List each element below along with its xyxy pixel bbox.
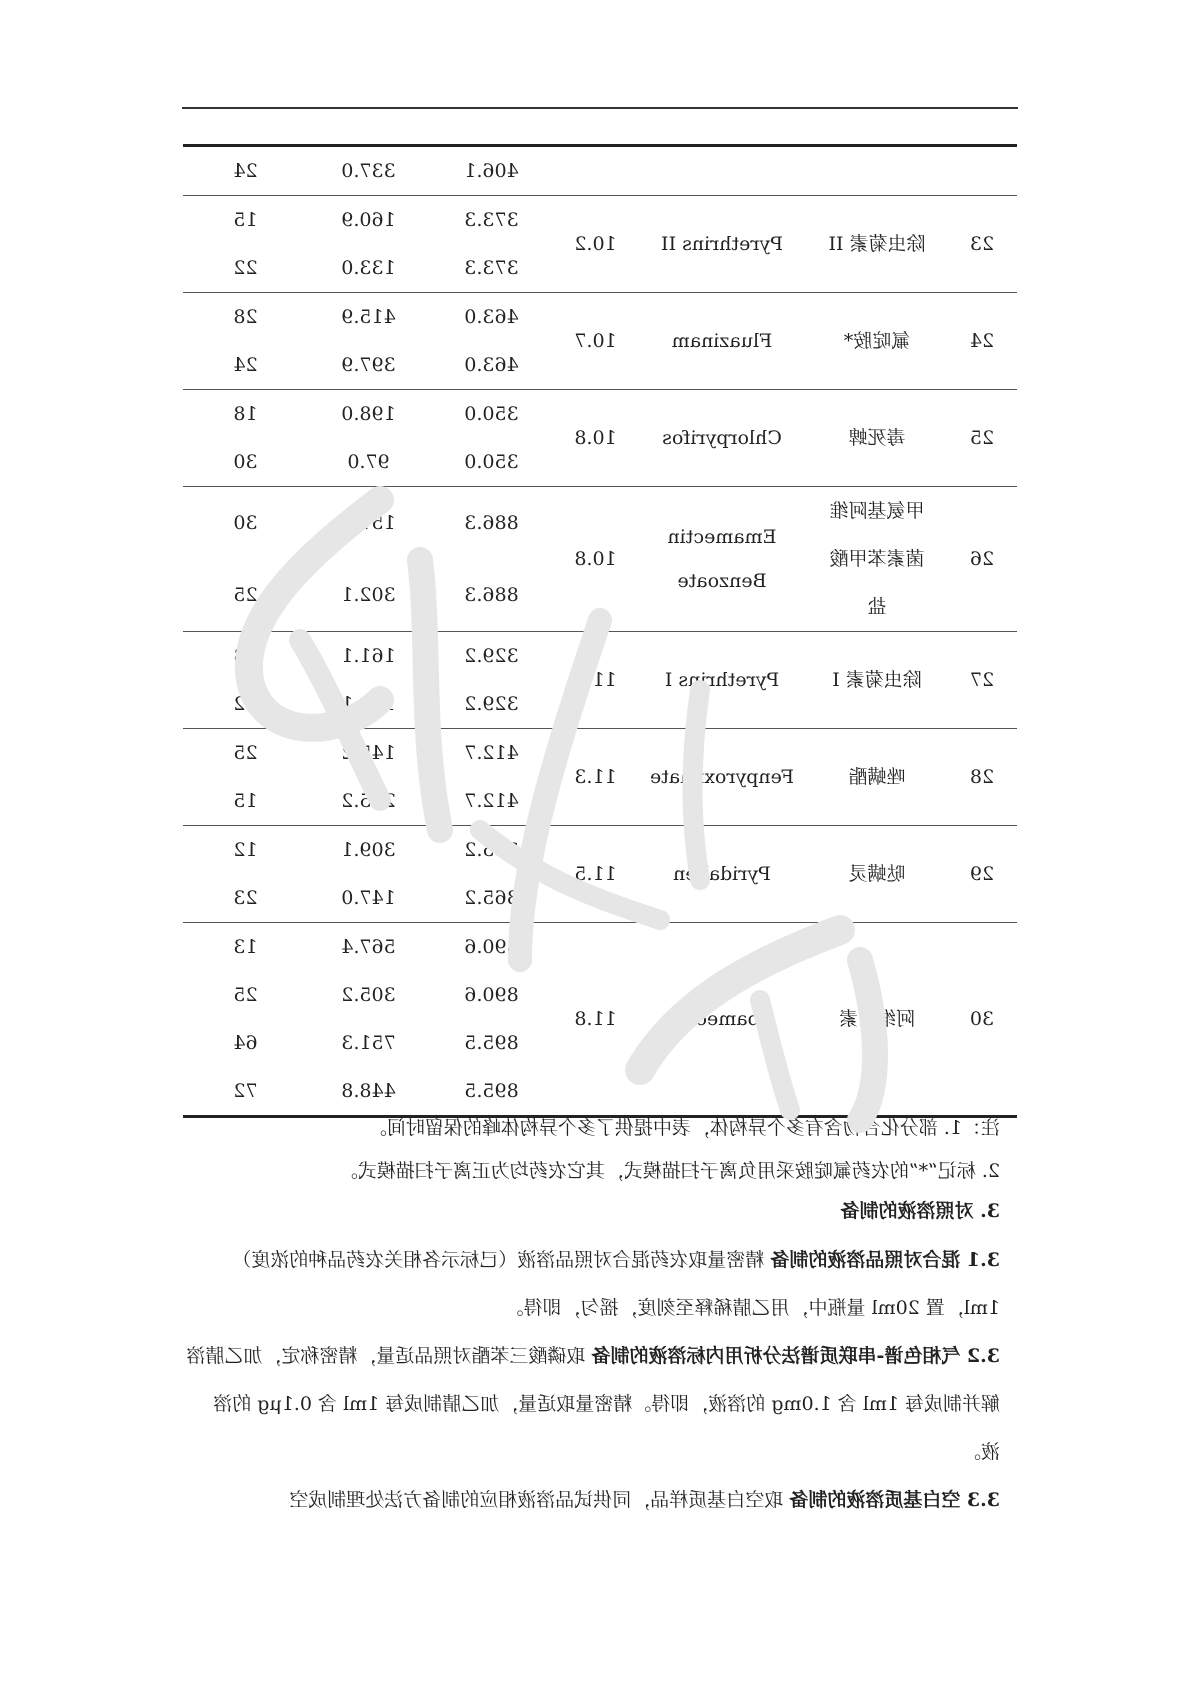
paragraph-3-3-body: 取空白基质样品，同供试品溶液相应的制备方法处理制成空 [289,1489,784,1511]
compound-group [183,632,1017,729]
ion-list [183,293,554,389]
compound-group [183,729,1017,826]
compound-group [183,923,1017,1115]
compound-info [554,632,1017,728]
retention-time-cell: 11.2 [574,669,617,691]
collision-energy-cell: 30 [233,512,258,534]
product-ion-cell: 97.0 [347,451,390,473]
ion-row [183,729,554,777]
chinese-name-line: 唑螨酯 [848,766,906,788]
ion-list [183,826,554,922]
english-name-line: Fenpyroximate [649,766,795,788]
collision-energy-cell: 15 [233,209,258,231]
chinese-name-cell [807,293,947,389]
chinese-name-line: 毒死蜱 [848,427,906,449]
english-name-text [670,997,773,1041]
precursor-ion-cell: 412.7 [464,742,519,764]
english-name-text [661,222,783,266]
english-name-text [673,852,771,896]
english-name-text [650,755,794,799]
ion-row [183,390,554,438]
chinese-name-text [849,753,906,801]
compound-number-cell: 27 [969,669,995,691]
pesticide-mrm-table [183,144,1017,1118]
english-name-cell [637,923,807,1115]
precursor-ion-cell: 329.2 [464,693,519,715]
product-ion-cell: 415.9 [341,306,396,328]
ion-row [183,341,554,389]
chinese-name-cell [807,196,947,292]
collision-energy-cell: 23 [233,887,258,909]
ion-row [183,559,554,631]
header-rule [182,107,1018,109]
retention-time-cell: 10.7 [574,330,617,352]
ion-list [183,923,554,1115]
chinese-name-line: 菌素苯甲酸 [829,548,925,570]
paragraph-3-1-body: 精密量取农药混合对照品溶液（已标示各相关农药品种的浓度）1ml，置 20ml 量瓶中，用乙腈稀释至刻度，摇匀，即得。 [232,1249,1000,1319]
retention-time-cell: 11.5 [574,863,617,885]
chinese-name-line: 除虫菊素 I [832,669,922,691]
collision-energy-cell: 24 [233,354,258,376]
ion-list [183,632,554,728]
collision-energy-cell: 24 [233,160,258,182]
chinese-name-text [830,487,925,631]
precursor-ion-cell: 373.3 [464,209,519,231]
product-ion-cell: 157.8 [341,512,396,534]
collision-energy-cell: 13 [233,936,258,958]
english-name-line: Pyrethrins I [664,669,780,691]
product-ion-cell: 145.2 [341,742,396,764]
subheading-3-3: 3.3 空白基质溶液的制备 [789,1489,1000,1511]
precursor-ion-cell: 329.2 [464,645,519,667]
product-ion-cell: 567.4 [341,936,396,958]
product-ion-cell: 133.1 [341,693,396,715]
chinese-name-line: 哒螨灵 [848,863,906,885]
product-ion-cell: 147.0 [341,887,396,909]
ion-row [183,923,554,971]
chinese-name-line: 盐 [867,596,887,618]
product-ion-cell: 302.1 [341,584,396,606]
precursor-ion-cell: 365.2 [464,887,519,909]
collision-energy-cell: 22 [233,693,258,715]
compound-number-cell: 30 [969,1008,995,1030]
product-ion-cell: 160.9 [341,209,396,231]
product-ion-cell: 337.0 [341,160,396,182]
ion-row [183,777,554,825]
precursor-ion-cell: 886.3 [464,584,519,606]
collision-energy-cell: 13 [233,645,258,667]
ion-row [183,293,554,341]
retention-time-cell: 10.2 [574,233,617,255]
compound-info [554,729,1017,825]
english-name-line: Abamectin [670,1008,774,1030]
ion-list [183,729,554,825]
precursor-ion-cell: 365.2 [464,839,519,861]
ion-list [183,390,554,486]
precursor-ion-cell: 890.6 [464,984,519,1006]
paragraph-3-1 [180,1236,1000,1332]
english-name-line: Chlorpyrifos [662,427,782,449]
chinese-name-line: 甲氨基阿维 [829,500,925,522]
subheading-3-1: 3.1 混合对照品溶液的制备 [770,1249,1000,1271]
ion-list [183,196,554,292]
chinese-name-text [839,995,915,1043]
chinese-name-text [828,220,925,268]
compound-info [554,487,1017,631]
chinese-name-text [832,656,922,704]
compound-number-cell: 29 [969,863,995,885]
chinese-name-cell [807,390,947,486]
english-name-cell [637,293,807,389]
chinese-name-text [849,414,906,462]
precursor-ion-cell: 886.3 [464,512,519,534]
ion-row [183,826,554,874]
compound-group [183,826,1017,923]
ion-row [183,632,554,680]
ion-row [183,680,554,728]
english-name-line: Benzoate [677,570,767,592]
compound-info [554,390,1017,486]
product-ion-cell: 305.2 [341,984,396,1006]
precursor-ion-cell: 463.0 [464,306,519,328]
retention-time-cell: 11.8 [574,1008,617,1030]
english-name-cell [637,826,807,922]
chinese-name-text [849,850,906,898]
english-name-line: Emamectin [667,526,777,548]
english-name-cell [637,632,807,728]
compound-group [183,487,1017,632]
product-ion-cell: 133.0 [341,257,396,279]
chinese-name-text [844,317,911,365]
ion-row [183,244,554,292]
collision-energy-cell: 12 [233,839,258,861]
collision-energy-cell: 25 [233,584,258,606]
collision-energy-cell: 25 [233,984,258,1006]
precursor-ion-cell: 350.0 [464,451,519,473]
collision-energy-cell: 64 [233,1032,258,1054]
subheading-3-2: 3.2 气相色谱-串联质谱法分析用内标溶液的制备 [591,1345,1000,1367]
chinese-name-line: 除虫菊素 II [828,233,926,255]
chinese-name-line: 氟啶胺* [843,330,911,352]
compound-number-cell: 26 [969,548,995,570]
precursor-ion-cell: 406.1 [464,160,519,182]
english-name-cell [637,196,807,292]
product-ion-cell: 397.9 [341,354,396,376]
english-name-text [672,319,773,363]
chinese-name-cell [807,923,947,1115]
ion-row [183,874,554,922]
precursor-ion-cell: 463.0 [464,354,519,376]
collision-energy-cell: 22 [233,257,258,279]
product-ion-cell: 448.8 [341,1080,396,1102]
retention-time-cell: 10.8 [574,548,617,570]
english-name-text [667,515,776,603]
english-name-text [662,416,782,460]
ion-row [183,438,554,486]
ion-row [183,196,554,244]
compound-info [554,293,1017,389]
product-ion-cell: 198.0 [341,403,396,425]
collision-energy-cell: 28 [233,306,258,328]
english-name-line: Pyridaben [673,863,771,885]
chinese-name-cell [807,487,947,631]
chinese-name-cell [807,729,947,825]
precursor-ion-cell: 350.0 [464,403,519,425]
ion-row [183,1067,554,1115]
table-note-2: 2. 标记“*”的农药氟啶胺采用负离子扫描模式，其它农药均为正离子扫描模式。 [338,1160,1000,1182]
precursor-ion-cell: 890.6 [464,936,519,958]
collision-energy-cell: 18 [233,403,258,425]
paragraph-3-2-body: 取磷酸三苯酯对照品适量，精密称定，加乙腈溶解并制成每 1ml 含 1.0mg 的溶液，即得。精密量取适量，加乙腈制成每 1ml 含 0.1μg 的溶液。 [186,1345,1000,1463]
continued-row-group [183,147,1017,196]
paragraph-3-2 [180,1332,1000,1476]
retention-time-cell: 11.3 [574,766,617,788]
english-name-line: Fluazinam [671,330,773,352]
chinese-name-cell [807,632,947,728]
product-ion-cell: 751.3 [341,1032,396,1054]
compound-info [554,826,1017,922]
product-ion-cell: 205.2 [341,790,396,812]
section-heading-3: 3. 对照溶液的制备 [840,1200,1000,1222]
english-name-line: Pyrethrins II [661,233,783,255]
compound-number-cell: 24 [969,330,995,352]
product-ion-cell: 309.1 [341,839,396,861]
compound-group [183,390,1017,487]
precursor-ion-cell: 895.5 [464,1032,519,1054]
compound-info [554,923,1017,1115]
collision-energy-cell: 30 [233,451,258,473]
english-name-cell [637,487,807,631]
precursor-ion-cell: 895.5 [464,1080,519,1102]
precursor-ion-cell: 373.3 [464,257,519,279]
ion-list [183,487,554,631]
ion-row [183,147,554,195]
collision-energy-cell: 25 [233,742,258,764]
ion-row [183,1019,554,1067]
compound-number-cell: 23 [969,233,995,255]
chinese-name-line: 阿维菌素 [839,1008,916,1030]
english-name-cell [637,390,807,486]
compound-group [183,196,1017,293]
precursor-ion-cell: 412.7 [464,790,519,812]
compound-info [554,196,1017,292]
ion-row [183,971,554,1019]
product-ion-cell: 161.1 [341,645,396,667]
compound-number-cell: 28 [969,766,995,788]
compound-number-cell: 25 [969,427,995,449]
ion-row [183,487,554,559]
collision-energy-cell: 72 [233,1080,258,1102]
collision-energy-cell: 15 [233,790,258,812]
english-name-cell [637,729,807,825]
retention-time-cell: 10.8 [574,427,617,449]
chinese-name-cell [807,826,947,922]
table-note-1: 注：1. 部分化合物含有多个异构体，表中提供了多个异构体峰的保留时间。 [367,1117,1000,1139]
compound-group [183,293,1017,390]
english-name-text [665,658,779,702]
paragraph-3-3 [180,1476,1000,1524]
